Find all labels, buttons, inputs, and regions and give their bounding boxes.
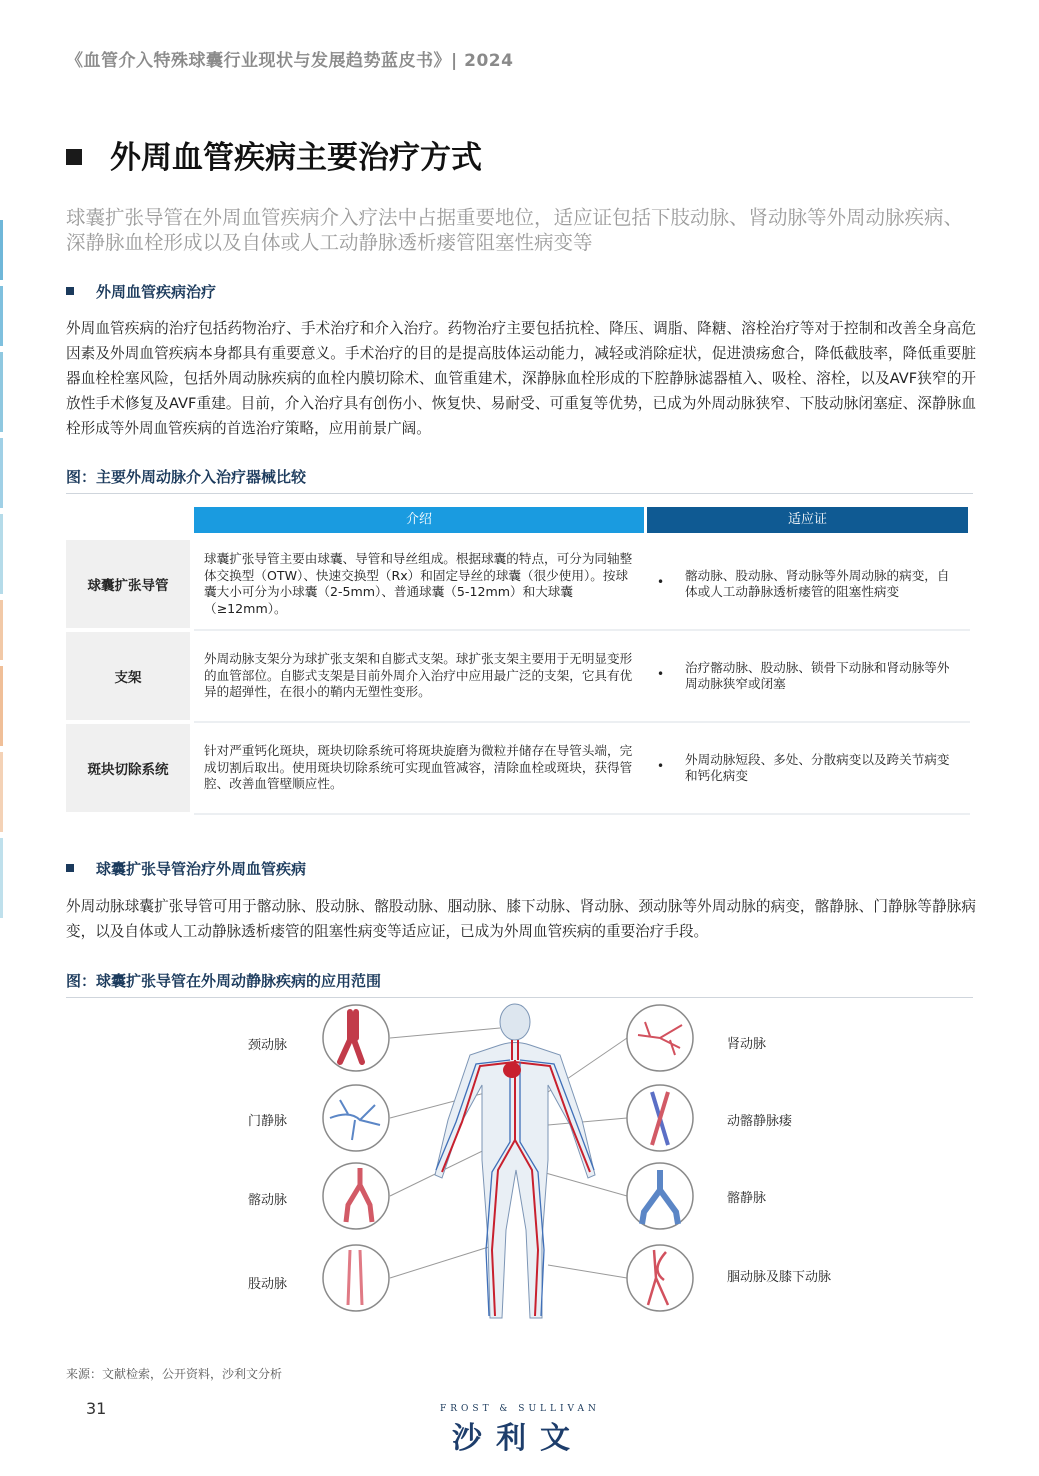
report-title: 《血管介入特殊球囊行业现状与发展趋势蓝皮书》| 2024 — [66, 51, 514, 71]
indication-text: 髂动脉、股动脉、肾动脉等外周动脉的病变，自体或人工动静脉透析瘘管的阻塞性病变 — [685, 567, 950, 599]
row-divider — [194, 813, 970, 815]
table-row-label: 球囊扩张导管 — [66, 540, 190, 628]
label-av-fistula: 动髂静脉瘘 — [727, 1114, 793, 1129]
section-title-text: 外周血管疾病主要治疗方式 — [110, 140, 482, 176]
label-portal-vein: 门静脉 — [248, 1114, 288, 1129]
vessel-circle-portal-vein-icon — [323, 1085, 389, 1151]
balloon-paragraph: 外周动脉球囊扩张导管可用于髂动脉、股动脉、髂股动脉、腘动脉、膝下动脉、肾动脉、颈动脉等外周动脉的病变，髂静脉、门静脉等静脉病变，以及自体或人工动静脉透析瘘管的阻塞性病变等适应证，已成为外周血管疾病的重要治疗手段。 — [66, 898, 976, 940]
bullet-icon: • — [657, 575, 665, 590]
table-row-indication — [647, 724, 970, 812]
table-header-indication: 适应证 — [647, 507, 968, 533]
source-note: 来源：文献检索，公开资料，沙利文分析 — [66, 1367, 283, 1381]
row-divider — [194, 721, 970, 723]
treatment-paragraph: 外周血管疾病的治疗包括药物治疗、手术治疗和介入治疗。药物治疗主要包括抗栓、降压、调脂、降糖、溶栓治疗等对于控制和改善全身高危因素及外周血管疾病本身都具有重要意义。手术治疗的目的是提高肢体运动能力，减轻或消除症状，促进溃疡愈合，降低截肢率，降低重要脏器血栓栓塞风险，包括外周动脉疾病的血栓内膜切除术、血管重建术，深静脉血栓形成的下腔静脉滤器植入、吸栓、溶栓，以及AVF狭窄的开放性手术修复及AVF重建。目前，介入治疗具有创伤小、恢复快、易耐受、可重复等优势，已成为外周动脉狭窄、下肢动脉闭塞症、深静脉血栓形成等外周血管疾病的首选治疗策略，应用前景广阔。 — [66, 320, 976, 437]
heading-square-icon — [66, 287, 74, 295]
title-square-icon — [66, 149, 82, 165]
heading-treatment — [66, 281, 216, 302]
table-row-intro: 外周动脉支架分为球扩张支架和自膨式支架。球扩张支架主要用于无明显变形的血管部位。自膨式支架是目前外周介入治疗中应用最广泛的支架，它具有优异的超弹性，在很小的鞘内无塑性变形。 — [194, 632, 644, 720]
table-row-intro: 球囊扩张导管主要由球囊、导管和导丝组成。根据球囊的特点，可分为同轴整体交换型（OTW）、快速交换型（Rx）和固定导丝的球囊（很少使用）。按球囊大小可分为小球囊（2-5mm）、普通球囊（5-12mm）和大球囊（≥12mm）。 — [194, 540, 644, 628]
figure-caption-devices: 图：主要外周动脉介入治疗器械比较 — [66, 466, 973, 494]
side-color-bars — [0, 220, 3, 1110]
body-figure — [435, 1004, 595, 1318]
row-divider — [194, 629, 970, 631]
table-row-label: 支架 — [66, 632, 190, 720]
bullet-icon: • — [657, 759, 665, 774]
logo-english: FROST & SULLIVAN — [440, 1404, 600, 1414]
section-subtitle: 球囊扩张导管在外周血管疾病介入疗法中占据重要地位，适应证包括下肢动脉、肾动脉等外周动脉疾病、深静脉血栓形成以及自体或人工动静脉透析瘘管阻塞性病变等 — [66, 206, 964, 254]
page-number: 31 — [86, 1399, 107, 1418]
section-title — [66, 132, 482, 177]
bullet-icon: • — [657, 667, 665, 682]
heading-square-icon — [66, 864, 74, 872]
logo-chinese: 沙利文 — [452, 1421, 584, 1456]
heading-treatment-text: 外周血管疾病治疗 — [96, 283, 217, 301]
figure-caption-application: 图：球囊扩张导管在外周动静脉疾病的应用范围 — [66, 970, 973, 998]
indication-text: 治疗髂动脉、股动脉、锁骨下动脉和肾动脉等外周动脉狭窄或闭塞 — [685, 659, 950, 691]
label-iliac-vein: 髂静脉 — [727, 1191, 767, 1206]
label-femoral-artery: 股动脉 — [248, 1277, 288, 1292]
label-iliac-artery: 髂动脉 — [248, 1193, 288, 1208]
label-carotid-artery: 颈动脉 — [248, 1038, 288, 1053]
vessel-circle-iliac-vein-icon — [627, 1163, 693, 1229]
vessel-circle-renal-artery-icon — [627, 1005, 693, 1071]
table-row-label: 斑块切除系统 — [66, 724, 190, 812]
table-header-intro: 介绍 — [194, 507, 644, 533]
vessel-circle-iliac-artery-icon — [323, 1163, 389, 1229]
vessel-circle-femoral-artery-icon — [323, 1245, 389, 1311]
vessel-circle-av-fistula-icon — [627, 1085, 693, 1151]
vessel-circle-carotid-icon — [323, 1005, 389, 1071]
table-row-indication — [647, 540, 970, 628]
table-row-indication — [647, 632, 970, 720]
heading-balloon — [66, 858, 306, 879]
label-popliteal-artery: 腘动脉及膝下动脉 — [727, 1270, 832, 1285]
vessel-circle-popliteal-artery-icon — [627, 1245, 693, 1311]
table-row-intro: 针对严重钙化斑块，斑块切除系统可将斑块旋磨为微粒并储存在导管头端，完成切割后取出。使用斑块切除系统可实现血管减容，清除血栓或斑块，获得管腔、改善血管壁顺应性。 — [194, 724, 644, 812]
indication-text: 外周动脉短段、多处、分散病变以及跨关节病变和钙化病变 — [685, 751, 950, 783]
label-renal-artery: 肾动脉 — [727, 1037, 767, 1052]
heading-balloon-text: 球囊扩张导管治疗外周血管疾病 — [96, 860, 307, 878]
